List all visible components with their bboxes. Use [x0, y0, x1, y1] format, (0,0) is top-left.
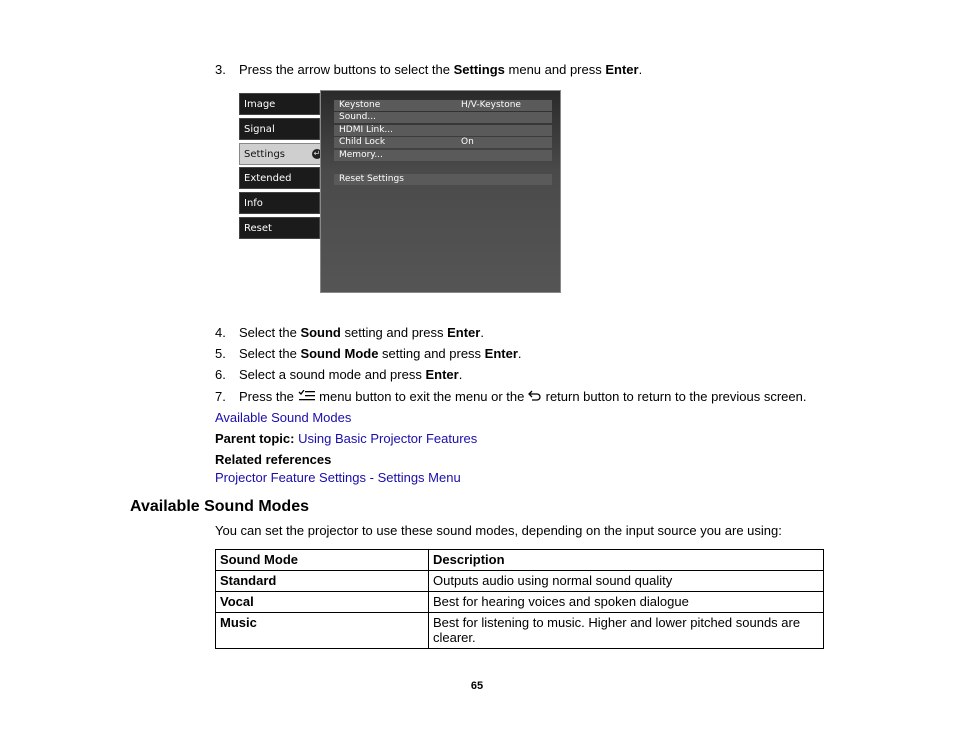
panel-row-hdmi-link: HDMI Link...: [334, 125, 552, 136]
panel-row-sound: Sound...: [334, 112, 552, 123]
menu-list-icon: [298, 390, 316, 402]
table-header-row: [216, 550, 824, 571]
available-sound-modes-link[interactable]: Available Sound Modes: [215, 410, 352, 425]
table-header: Description: [429, 550, 824, 571]
section-title: Available Sound Modes: [130, 498, 309, 515]
menu-item-signal: Signal: [239, 118, 320, 140]
table-header: Sound Mode: [216, 550, 429, 571]
step-text: Press the arrow buttons to select the Settings menu and press Enter.: [239, 62, 643, 77]
step-number: 7.: [215, 389, 226, 404]
sound-modes-table: [215, 549, 824, 649]
step-number: 6.: [215, 367, 226, 382]
step-text: Press the menu button to exit the menu or the return button to return to the previous screen.: [239, 389, 807, 404]
table-cell-mode: Standard: [216, 571, 429, 592]
step-text: Select the Sound setting and press Enter.: [239, 325, 484, 340]
menu-item-image: Image: [239, 93, 320, 115]
menu-item-info: Info: [239, 192, 320, 214]
table-cell-description: Outputs audio using normal sound quality: [429, 571, 824, 592]
related-reference-link[interactable]: Projector Feature Settings - Settings Menu: [215, 470, 461, 485]
step-number: 5.: [215, 346, 226, 361]
step-text: Select the Sound Mode setting and press Enter.: [239, 346, 522, 361]
available-sound-modes-link-row: [215, 410, 351, 426]
menu-item-reset: Reset: [239, 217, 320, 239]
enter-icon: ↵: [313, 149, 321, 158]
panel-row-reset-settings: Reset Settings: [334, 174, 552, 185]
table-cell-description: Best for hearing voices and spoken dialogue: [429, 592, 824, 613]
parent-topic: [215, 431, 477, 447]
return-arrow-icon: [528, 390, 542, 402]
related-references-label: Related references: [215, 452, 332, 467]
parent-topic-label: Parent topic:: [215, 431, 295, 446]
parent-topic-link[interactable]: Using Basic Projector Features: [298, 431, 478, 446]
settings-panel: [320, 90, 561, 293]
section-intro: You can set the projector to use these sound modes, depending on the input source you are using:: [215, 523, 782, 538]
menu-item-settings: Settings ↵: [239, 143, 327, 165]
step-number: 3.: [215, 62, 226, 77]
step-text: Select a sound mode and press Enter.: [239, 367, 463, 382]
related-link-row: [215, 470, 461, 486]
table-row: [216, 592, 824, 613]
panel-row-memory: Memory...: [334, 150, 552, 161]
table-cell-mode: Vocal: [216, 592, 429, 613]
panel-row-child-lock: Child Lock On: [334, 137, 552, 148]
table-row: [216, 613, 824, 649]
page-number: 65: [470, 680, 484, 692]
table-row: [216, 571, 824, 592]
step-number: 4.: [215, 325, 226, 340]
table-cell-description: Best for listening to music. Higher and lower pitched sounds are clearer.: [429, 613, 824, 649]
panel-row-keystone: Keystone H/V-Keystone: [334, 100, 552, 111]
menu-item-extended: Extended: [239, 167, 320, 189]
table-cell-mode: Music: [216, 613, 429, 649]
